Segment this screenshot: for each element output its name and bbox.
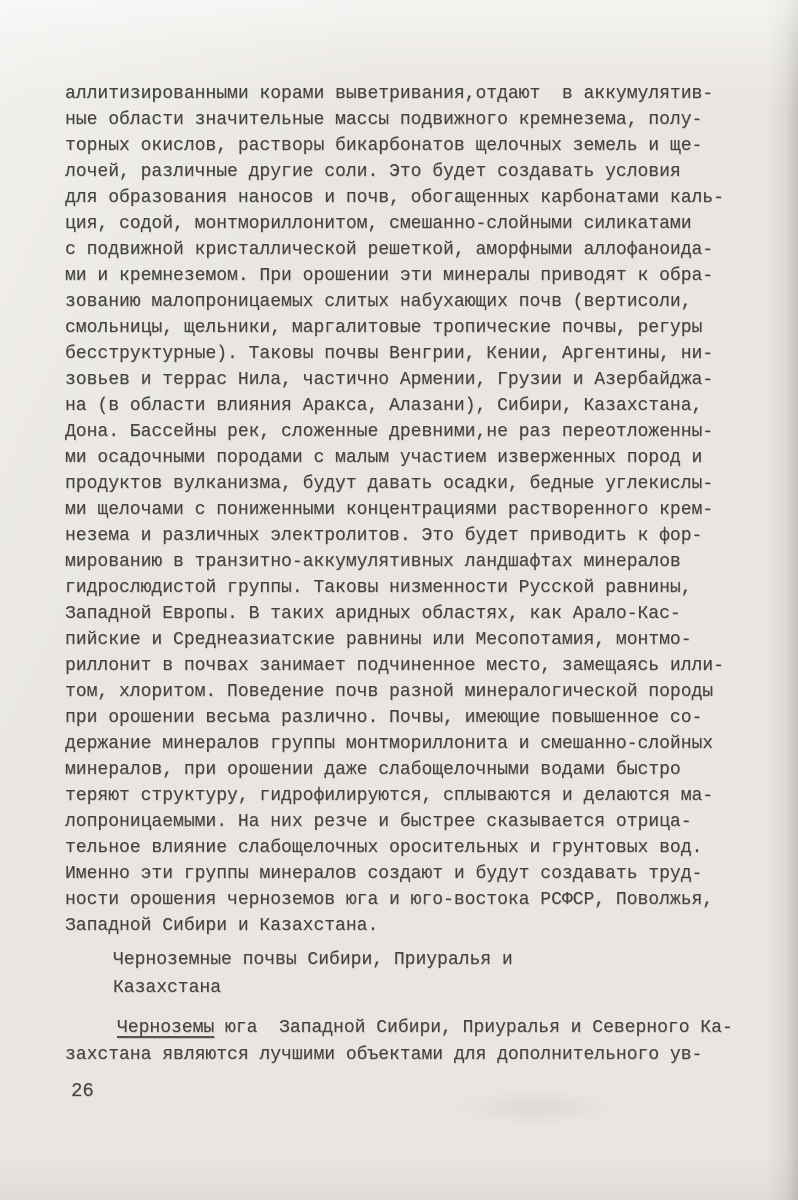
section-heading-line: Черноземные почвы Сибири, Приуралья и xyxy=(113,950,513,970)
text-line: ми щелочами с пониженными концентрациями растворенного крем- xyxy=(65,500,714,520)
text-line: мированию в транзитно-аккумулятивных ландшафтах минералов xyxy=(65,552,681,572)
text-line: ми осадочными породами с малым участием изверженных пород и xyxy=(65,448,703,468)
text-line: минералов, при орошении даже слабощелочными водами быстро xyxy=(65,760,681,780)
text-line: риллонит в почвах занимает подчиненное место, замещаясь илли- xyxy=(65,656,724,676)
text-run: юга Западной Сибири, Приуралья и Северного Ка- xyxy=(214,1018,733,1038)
text-line: при орошении весьма различно. Почвы, имеющие повышенное со- xyxy=(65,708,703,728)
text-line: торных окислов, растворы бикарбонатов щелочных земель и ще- xyxy=(65,136,703,156)
text-line: для образования наносов и почв, обогащенных карбонатами каль- xyxy=(65,188,724,208)
text-line: Именно эти группы минералов создают и будут создавать труд- xyxy=(65,864,703,884)
text-line: захстана являются лучшими объектами для дополнительного ув- xyxy=(65,1045,703,1065)
text-line: аллитизированными корами выветривания,отдают в аккумулятив- xyxy=(65,84,714,104)
text-line: Западной Европы. В таких аридных областях, как Арало-Кас- xyxy=(65,604,681,624)
text-line: ция, содой, монтмориллонитом, смешанно-слойными силикатами xyxy=(65,214,692,234)
text-line: держание минералов группы монтмориллонита и смешанно-слойных xyxy=(65,734,714,754)
text-line: пийские и Среднеазиатские равнины или Месопотамия, монтмо- xyxy=(65,630,692,650)
text-line: бесструктурные). Таковы почвы Венгрии, Кении, Аргентины, ни- xyxy=(65,344,714,364)
section-heading xyxy=(113,946,673,1002)
text-line: ми и кремнеземом. При орошении эти минералы приводят к обра- xyxy=(65,266,714,286)
text-line: на (в области влияния Аракса, Алазани), Сибири, Казахстана, xyxy=(65,396,703,416)
text-line: с подвижной кристаллической решеткой, аморфными аллофаноида- xyxy=(65,240,714,260)
text-line xyxy=(65,1015,765,1042)
text-line: лочей, различные другие соли. Это будет создавать условия xyxy=(65,162,681,182)
text-line: Западной Сибири и Казахстана. xyxy=(65,916,379,936)
page-number: 26 xyxy=(71,1080,94,1102)
text-line: ности орошения черноземов юга и юго-востока РСФСР, Поволжья, xyxy=(65,890,714,910)
text-line: тельное влияние слабощелочных оросительных и грунтовых вод. xyxy=(65,838,703,858)
body-paragraph xyxy=(65,1015,765,1069)
text-line: продуктов вулканизма, будут давать осадки, бедные углекислы- xyxy=(65,474,714,494)
text-line: теряют структуру, гидрофилируются, сплываются и делаются ма- xyxy=(65,786,714,806)
section-heading-line: Казахстана xyxy=(113,978,222,998)
text-line: Дона. Бассейны рек, сложенные древними,не раз переотложенны- xyxy=(65,422,714,442)
underlined-term: Черноземы xyxy=(117,1018,215,1038)
text-line: незема и различных электролитов. Это будет приводить к фор- xyxy=(65,526,703,546)
text-line: ные области значительные массы подвижного кремнезема, полу- xyxy=(65,110,703,130)
text-line: лопроницаемыми. На них резче и быстрее сказывается отрица- xyxy=(65,812,692,832)
text-line: зовьев и террас Нила, частично Армении, Грузии и Азербайджа- xyxy=(65,370,714,390)
text-line: гидрослюдистой группы. Таковы низменности Русской равнины, xyxy=(65,578,692,598)
text-line: зованию малопроницаемых слитых набухающих почв (вертисоли, xyxy=(65,292,692,312)
body-paragraph xyxy=(65,81,765,939)
text-line: смольницы, щельники, маргалитовые тропические почвы, регуры xyxy=(65,318,703,338)
text-line: том, хлоритом. Поведение почв разной минералогической породы xyxy=(65,682,714,702)
